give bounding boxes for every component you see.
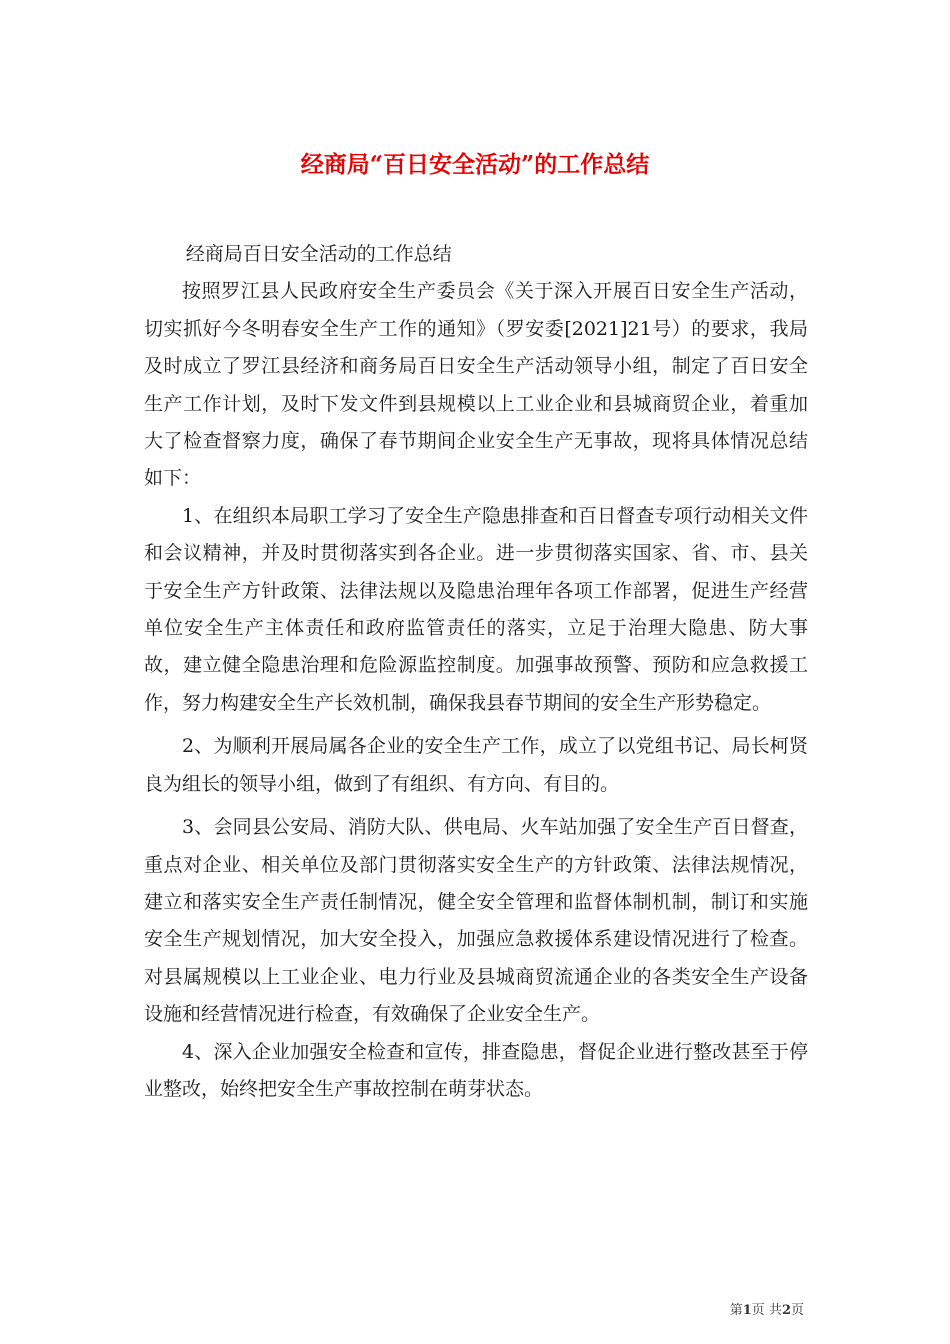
footer-current-page: 1 (742, 1303, 752, 1318)
paragraph-item-4: 4、深入企业加强安全检查和宣传，排查隐患，督促企业进行整改甚至于停业整改，始终把安全生产事故控制在萌芽状态。 (144, 1040, 808, 1100)
document-title: 经商局“百日安全活动”的工作总结 (300, 151, 650, 179)
paragraph-item-2: 2、为顺利开展局属各企业的安全生产工作，成立了以党组书记、局长柯贤良为组长的领导小组，做到了有组织、有方向、有目的。 (144, 735, 808, 795)
page-number-footer (730, 1302, 804, 1320)
footer-prefix: 第 (729, 1303, 743, 1318)
footer-total-pages: 2 (781, 1303, 791, 1318)
document-subtitle: 经商局百日安全活动的工作总结 (185, 243, 452, 265)
paragraph-item-3: 3、会同县公安局、消防大队、供电局、火车站加强了安全生产百日督查，重点对企业、相关单位及部门贯彻落实安全生产的方针政策、法律法规情况，建立和落实安全生产责任制情况，健全安全管理和监督体制机制，制订和实施安全生产规划情况，加大安全投入，加强应急救援体系建设情况进行了检查。对县属规模以上工业企业、电力行业及县城商贸流通企业的各类安全生产设备设施和经营情况进行检查，有效确保了企业安全生产。 (144, 816, 808, 1026)
paragraph-item-1: 1、在组织本局职工学习了安全生产隐患排查和百日督查专项行动相关文件和会议精神，并及时贯彻落实到各企业。进一步贯彻落实国家、省、市、县关于安全生产方针政策、法律法规以及隐患治理年各项工作部署，促进生产经营单位安全生产主体责任和政府监管责任的落实，立足于治理大隐患、防大事故，建立健全隐患治理和危险源监控制度。加强事故预警、预防和应急救援工作，努力构建安全生产长效机制，确保我县春节期间的安全生产形势稳定。 (144, 504, 808, 714)
footer-suffix: 页 (790, 1303, 804, 1318)
footer-middle: 页 共 (751, 1303, 782, 1318)
document-body (144, 236, 808, 1108)
paragraph-intro: 按照罗江县人民政府安全生产委员会《关于深入开展百日安全生产活动，切实抓好今冬明春安全生产工作的通知》（罗安委[2021]21号）的要求，我局及时成立了罗江县经济和商务局百日安全生产活动领导小组，制定了百日安全生产工作计划，及时下发文件到县规模以上工业企业和县城商贸企业，着重加大了检查督察力度，确保了春节期间企业安全生产无事故，现将具体情况总结如下： (144, 280, 808, 490)
